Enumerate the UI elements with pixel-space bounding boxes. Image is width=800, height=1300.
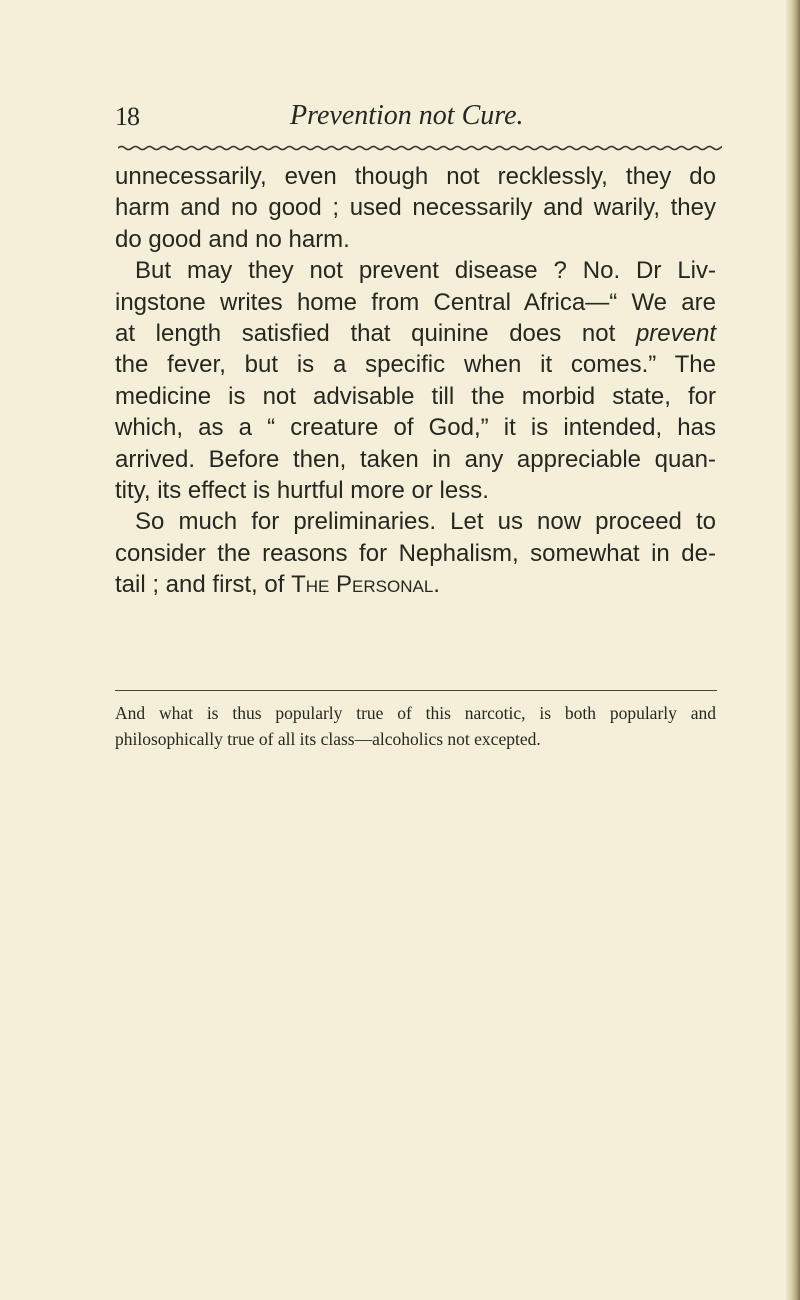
footnote-line: philosophically true of all its class—alcoholics not excepted. <box>115 729 541 749</box>
text-line: consider the reasons for Nephalism, somewhat in de- <box>115 539 716 567</box>
page-number: 18 <box>115 102 139 131</box>
text-line: which, as a “ creature of God,” it is intended, has <box>115 414 716 442</box>
page-edge-shadow <box>786 0 800 1300</box>
text-line: harm and no good ; used necessarily and warily, they <box>115 194 716 222</box>
text-line <box>115 569 716 600</box>
text-line: unnecessarily, even though not recklessly, they do <box>115 163 716 190</box>
text-line: arrived. Before then, taken in any appreciable quan- <box>115 445 716 473</box>
text-line: ingstone writes home from Central Africa—“ We are <box>115 288 716 316</box>
text-line: medicine is not advisable till the morbid state, for <box>115 382 716 410</box>
text-line: tity, its effect is hurtful more or less. <box>115 476 489 504</box>
text-line: So much for preliminaries. Let us now proceed to <box>135 508 716 536</box>
body-text <box>115 161 716 600</box>
text-line: But may they not prevent disease ? No. Dr Liv- <box>135 257 716 285</box>
footnote-line: And what is thus popularly true of this narcotic, is both popularly and <box>115 703 716 723</box>
footnote <box>115 700 716 752</box>
text-line <box>115 318 716 349</box>
text-line: do good and no harm. <box>115 225 350 253</box>
emphasized-word: prevent <box>635 319 717 347</box>
small-caps-heading: The Personal. <box>291 571 440 599</box>
footnote-rule <box>115 690 717 691</box>
decorative-wavy-rule <box>118 143 722 153</box>
text-fragment: tail ; and first, of <box>115 571 285 599</box>
page-header <box>115 94 715 134</box>
text-fragment: at length satisfied that quinine does not <box>115 319 616 347</box>
running-title: Prevention not Cure. <box>290 100 524 131</box>
text-line: the fever, but is a specific when it comes.” The <box>115 351 716 379</box>
